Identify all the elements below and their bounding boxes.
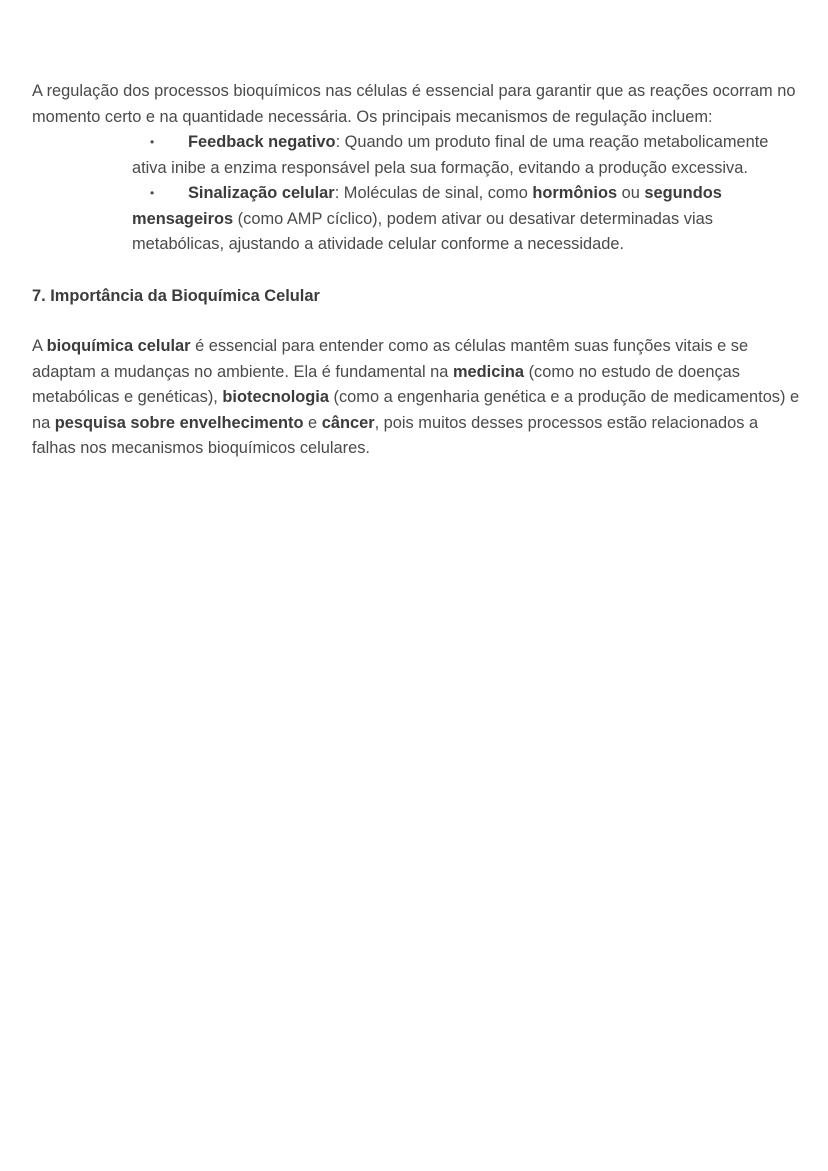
regulation-mechanisms-list xyxy=(32,130,802,258)
paragraph-text: , pois muitos desses processos estão relacionados a falhas nos mecanismos bioquímicos celulares. xyxy=(32,413,759,457)
document-page xyxy=(32,79,802,462)
paragraph-text: (como a engenharia genética e a produção de medicamentos) e na xyxy=(32,388,800,432)
list-item-text: (como AMP cíclico), podem ativar ou desativar determinadas vias metabólicas, ajustando a atividade celular conforme a necessidade. xyxy=(132,209,713,253)
list-item-feedback-negativo xyxy=(132,130,802,181)
term-medicina: medicina xyxy=(452,362,525,381)
term-pesquisa-envelhecimento: pesquisa sobre envelhecimento xyxy=(54,413,304,432)
bullet-icon: • xyxy=(150,186,155,200)
term-biotecnologia: biotecnologia xyxy=(222,388,329,406)
section-paragraph xyxy=(32,334,802,462)
paragraph-text: (como no estudo de doenças metabólicas e genéticas), xyxy=(32,362,740,406)
term-hormonios: hormônios xyxy=(532,184,618,202)
term-bioquimica-celular: bioquímica celular xyxy=(46,337,191,355)
list-item-text: : Moléculas de sinal, como xyxy=(334,184,533,202)
paragraph-text: A xyxy=(32,337,47,355)
term-segundos-mensageiros: segundos mensageiros xyxy=(132,184,722,228)
term-feedback-negativo: Feedback negativo xyxy=(188,133,336,151)
intro-paragraph: A regulação dos processos bioquímicos nas células é essencial para garantir que as reações ocorram no momento certo e na quantidade necessária. Os principais mecanismos de regulação incluem: xyxy=(32,82,796,126)
term-sinalizacao-celular: Sinalização celular xyxy=(188,184,335,202)
paragraph-text: é essencial para entender como as células mantêm suas funções vitais e se adaptam a mudanças no ambiente. Ela é fundamental na xyxy=(32,337,749,381)
section-heading: 7. Importância da Bioquímica Celular xyxy=(32,286,320,305)
list-item-text: ou xyxy=(617,184,645,202)
list-item-sinalizacao-celular xyxy=(132,181,802,258)
paragraph-text: e xyxy=(303,413,322,432)
list-item-text: : Quando um produto final de uma reação metabolicamente ativa inibe a enzima responsável pela sua formação, evitando a produção excessiva. xyxy=(132,133,769,177)
bullet-icon: • xyxy=(150,135,155,149)
term-cancer: câncer xyxy=(321,413,375,432)
